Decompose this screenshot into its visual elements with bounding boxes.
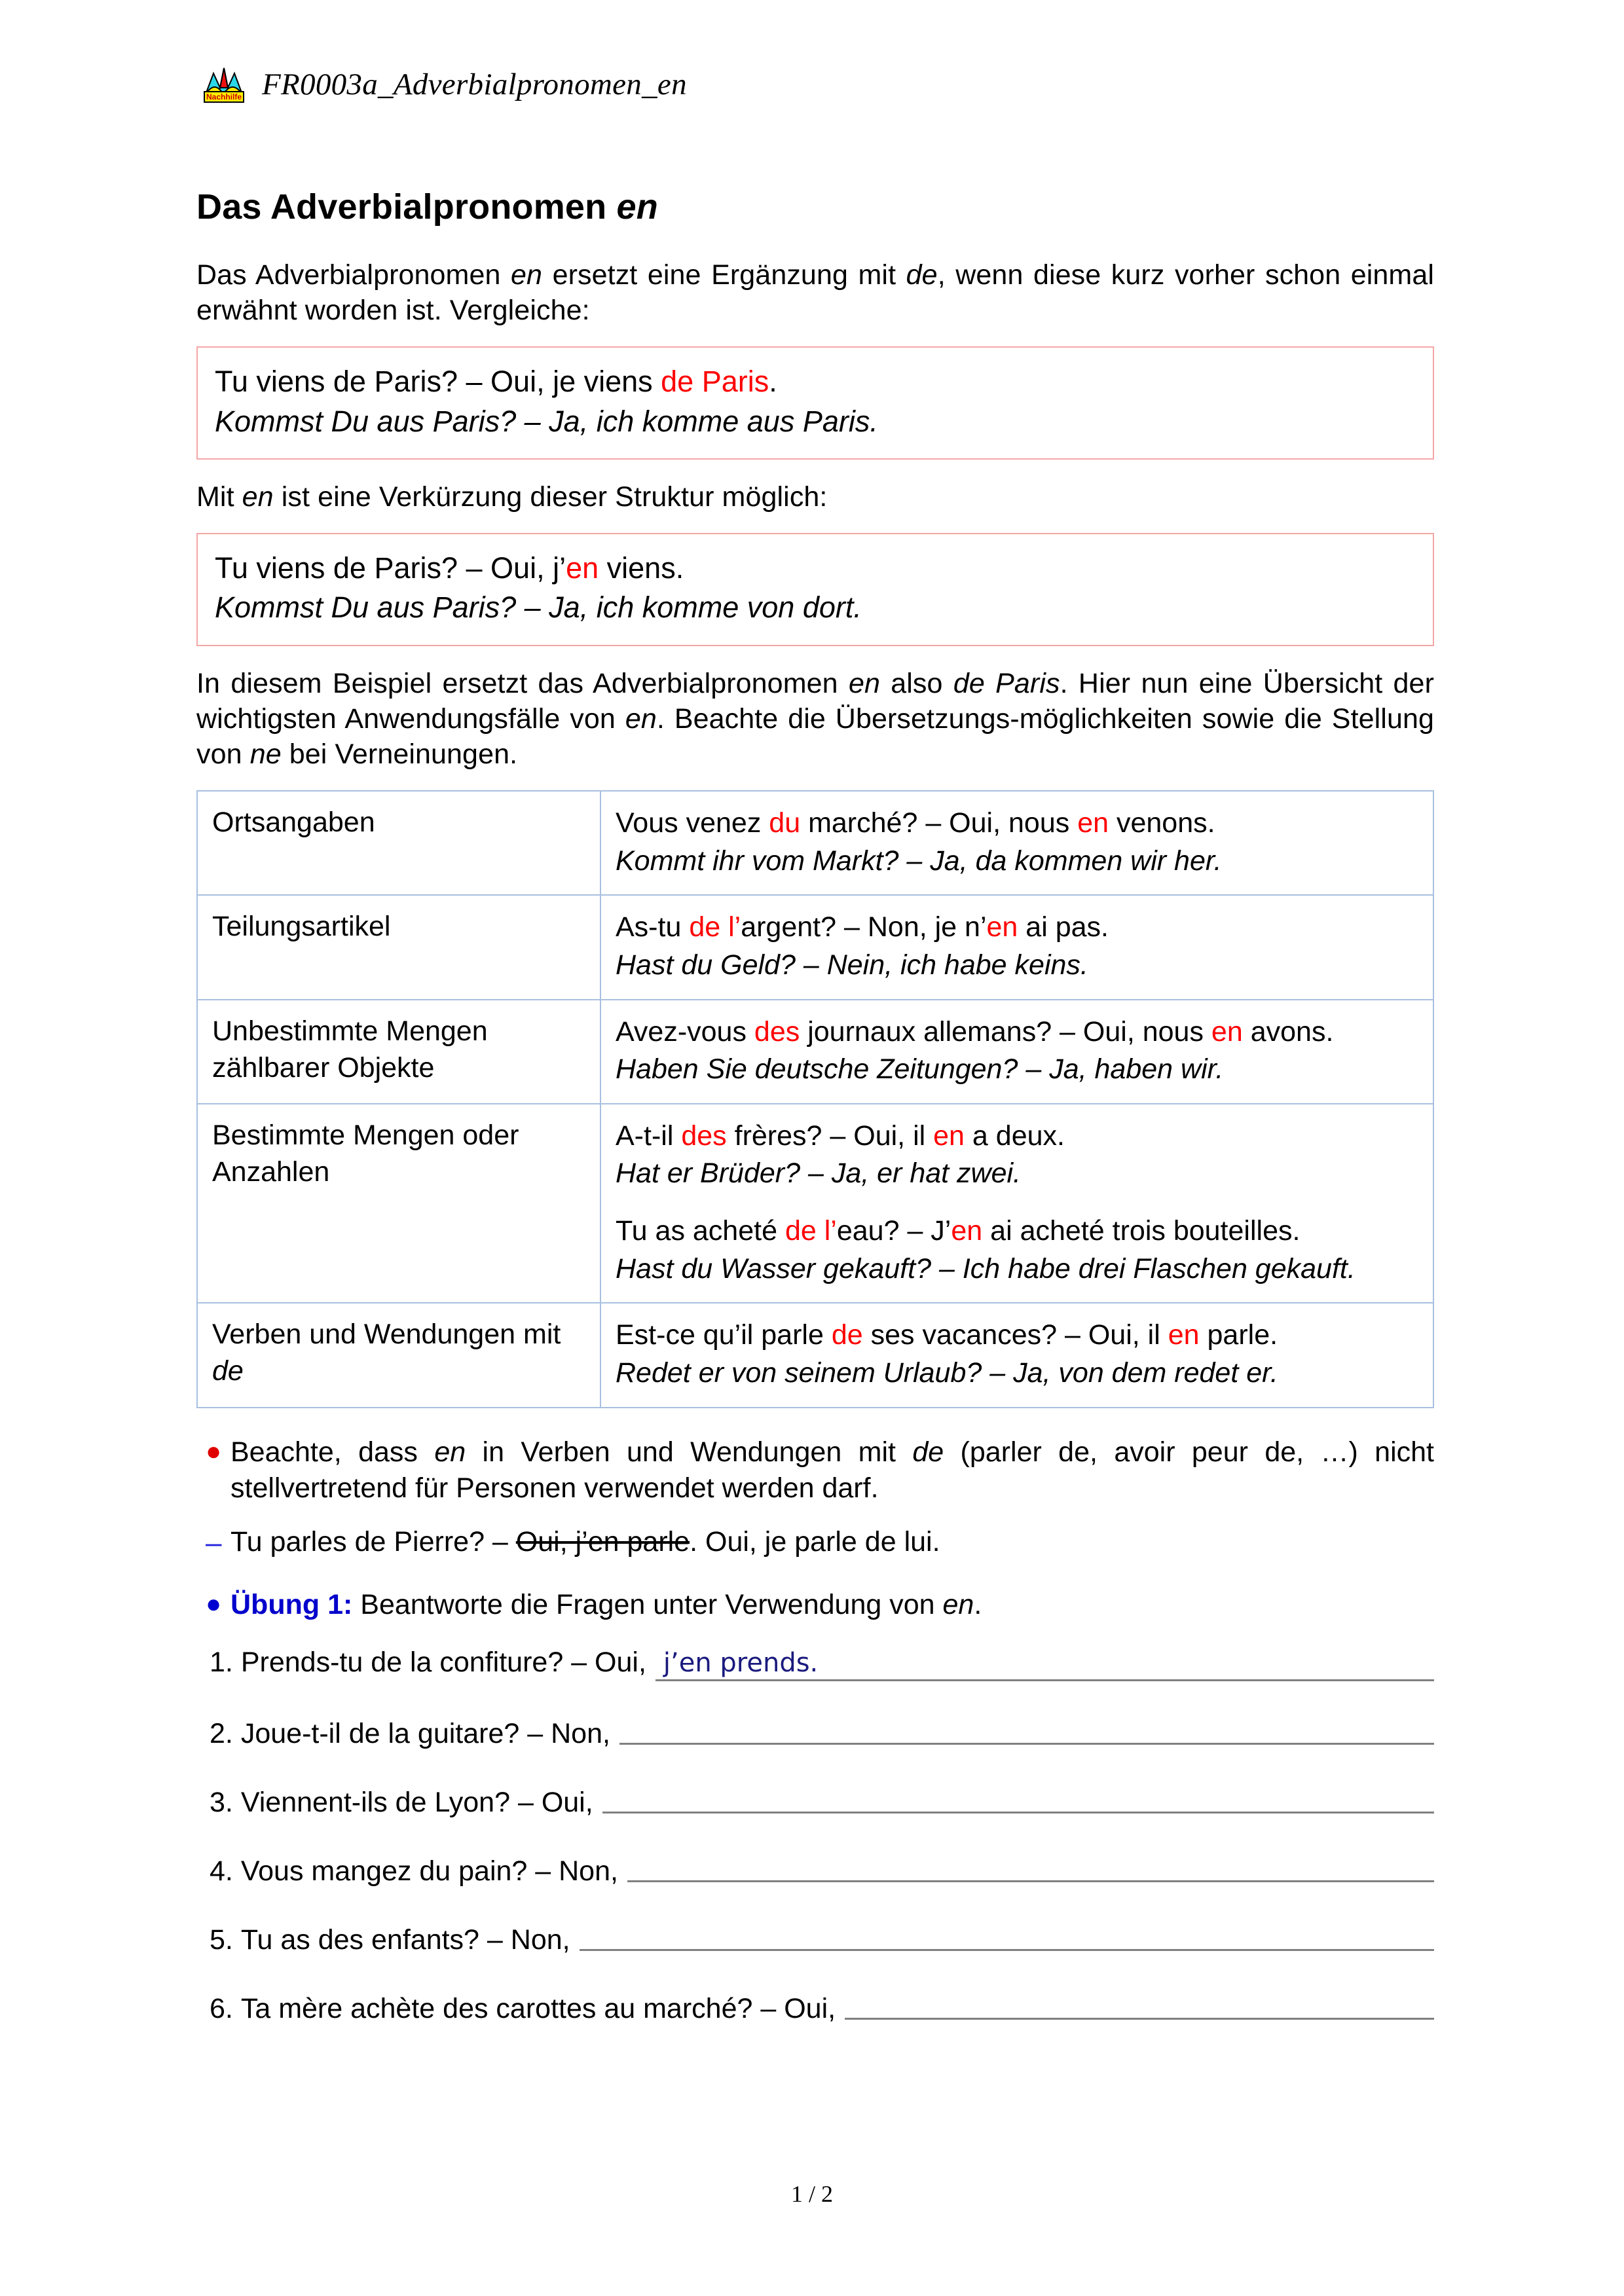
fr-pre: Vous venez	[616, 807, 769, 839]
page-title-italic: en	[616, 187, 658, 227]
example-french	[616, 1317, 1418, 1355]
exercise-answer-line[interactable]	[627, 1846, 1434, 1882]
example-german: Haben Sie deutsche Zeitungen? – Ja, haben wir.	[616, 1053, 1224, 1085]
fr-red1: des	[754, 1015, 800, 1048]
exercise-number: 3.	[210, 1787, 233, 1819]
overview-a: In diesem Beispiel ersetzt das Adverbialpronomen	[196, 667, 849, 699]
example-1-german: Kommst Du aus Paris? – Ja, ich komme aus Paris.	[215, 404, 878, 438]
fr-red2: en	[951, 1215, 983, 1247]
exercise-answer-line[interactable]	[580, 1915, 1434, 1951]
overview-ne: ne	[249, 738, 282, 771]
example-french	[616, 805, 1418, 843]
exercise-number: 4.	[210, 1855, 233, 1887]
exercise-item-6	[196, 1984, 1434, 2025]
exercise-question	[210, 1787, 602, 1819]
exercise-item-1	[196, 1645, 1434, 1681]
intro-de-italic: de	[906, 259, 938, 291]
fr-red1: de	[831, 1319, 863, 1351]
exercise-answer-text[interactable]	[580, 1948, 587, 1949]
table-cell-examples	[600, 1000, 1433, 1104]
exercise-answer-text[interactable]	[845, 2016, 853, 2018]
category-label: Bestimmte Mengen oder Anzahlen	[212, 1119, 519, 1188]
exercise-answer-line[interactable]	[619, 1709, 1434, 1745]
fr-red2: en	[1077, 807, 1109, 839]
example-box-1	[196, 346, 1434, 460]
table-cell-examples	[600, 895, 1433, 999]
fr-mid: frères? – Oui, il	[726, 1120, 934, 1152]
example-french	[616, 1013, 1418, 1051]
usage-table	[196, 790, 1434, 1408]
exercise-answer-text[interactable]: j’en prends.	[663, 1648, 819, 1679]
example-1-fr-highlight: de Paris	[661, 365, 769, 399]
table-cell-category	[197, 1104, 600, 1303]
exercise-question	[210, 1924, 580, 1956]
fr-red1: de l’	[689, 911, 741, 943]
exercise-question-text: Joue-t-il de la guitare? – Non,	[240, 1718, 610, 1750]
table-cell-examples	[600, 1303, 1433, 1407]
example-1-fr-a: Tu viens de Paris? – Oui, je viens	[215, 365, 661, 399]
exercise-item-3	[196, 1777, 1434, 1819]
example-2-german: Kommst Du aus Paris? – Ja, ich komme von dort.	[215, 591, 862, 625]
intro-part-a: Das Adverbialpronomen	[196, 259, 511, 291]
notes-section	[196, 1434, 1434, 1624]
example-french	[616, 909, 1418, 947]
exercise-period: .	[974, 1588, 982, 1620]
table-cell-category	[197, 1303, 600, 1407]
exercise-heading	[196, 1587, 1434, 1624]
fr-mid: marché? – Oui, nous	[800, 807, 1078, 839]
example-german: Kommt ihr vom Markt? – Ja, da kommen wir her.	[616, 845, 1222, 877]
example-german: Hast du Geld? – Nein, ich habe keins.	[616, 949, 1088, 981]
example-pair	[616, 909, 1418, 984]
example-french	[616, 1212, 1418, 1250]
table-cell-category	[197, 791, 600, 895]
fr-pre: Avez-vous	[616, 1015, 754, 1048]
note-1-c: (parler de, avoir peur de, …) nicht stellvertretend für Personen verwendet werden darf.	[231, 1436, 1434, 1504]
fr-red1: du	[769, 807, 801, 839]
fr-red2: en	[986, 911, 1018, 943]
exercise-item-5	[196, 1915, 1434, 1956]
document-body	[196, 187, 1434, 2052]
fr-pre: Tu as acheté	[616, 1215, 785, 1247]
note-2-strikethrough: Oui, j’en parle	[515, 1526, 690, 1558]
note-2-b: . Oui, je parle de lui.	[690, 1526, 940, 1558]
category-label: Ortsangaben	[212, 807, 375, 839]
fr-post: parle.	[1199, 1319, 1278, 1351]
note-1-en: en	[434, 1436, 466, 1468]
exercise-question	[210, 1718, 619, 1750]
exercise-number: 6.	[210, 1993, 233, 2025]
intro-part-c: , wenn diese kurz vorher schon einmal erwähnt worden ist. Vergleiche:	[196, 259, 1435, 327]
logo-label: Nachhilfe	[206, 92, 242, 101]
exercise-question-text: Tu as des enfants? – Non,	[240, 1924, 570, 1956]
example-german: Hat er Brüder? – Ja, er hat zwei.	[616, 1157, 1022, 1190]
exercise-number: 5.	[210, 1924, 233, 1956]
table-row	[197, 1000, 1433, 1104]
example-pair	[616, 805, 1418, 880]
exercise-answer-text[interactable]	[627, 1879, 635, 1880]
table-row	[197, 1104, 1433, 1303]
example-german: Redet er von seinem Urlaub? – Ja, von dem redet er.	[616, 1357, 1278, 1389]
example-german: Hast du Wasser gekauft? – Ich habe drei Flaschen gekauft.	[616, 1252, 1356, 1285]
overview-deparis: de Paris	[953, 667, 1060, 699]
example-pair	[616, 1118, 1418, 1193]
table-cell-examples	[600, 1104, 1433, 1303]
page-title	[196, 187, 1434, 227]
exercise-number: 2.	[210, 1718, 233, 1750]
fr-pre: As-tu	[616, 911, 690, 943]
note-1-text	[231, 1434, 1434, 1508]
exercise-answer-line[interactable]	[602, 1777, 1434, 1813]
fr-post: a deux.	[964, 1120, 1065, 1152]
example-pair	[616, 1212, 1418, 1288]
exercise-question-text: Ta mère achète des carottes au marché? – Oui,	[240, 1993, 836, 2025]
example-french	[616, 1118, 1418, 1156]
intro-part-b: ersetzt eine Ergänzung mit	[542, 259, 906, 291]
nachhilfe-logo-icon	[203, 65, 245, 103]
note-1-a: Beachte, dass	[231, 1436, 435, 1468]
category-label	[212, 1317, 585, 1390]
category-label-text: Verben und Wendungen mit	[212, 1319, 561, 1351]
exercise-answer-text[interactable]	[602, 1810, 610, 1812]
file-title: FR0003a_Adverbialpronomen_en	[262, 67, 687, 101]
mid-part-b: ist eine Verkürzung dieser Struktur möglich:	[273, 481, 828, 513]
fr-mid: ses vacances? – Oui, il	[862, 1319, 1168, 1351]
table-row	[197, 1303, 1433, 1407]
fr-pre: Est-ce qu’il parle	[616, 1319, 832, 1351]
exercise-item-2	[196, 1709, 1434, 1750]
example-pair	[616, 1013, 1418, 1089]
exercise-question-text: Prends-tu de la confiture? – Oui,	[240, 1647, 646, 1679]
exercise-answer-line[interactable]	[655, 1645, 1434, 1681]
exercise-heading-text	[231, 1587, 1434, 1624]
blue-bullet-icon: ●	[206, 1589, 222, 1618]
table-cell-category	[197, 895, 600, 999]
red-bullet-icon: ●	[206, 1436, 222, 1466]
exercise-en-italic: en	[942, 1588, 974, 1620]
fr-mid: argent? – Non, je n’	[741, 911, 987, 943]
fr-red2: en	[1168, 1319, 1200, 1351]
fr-red1: de l’	[784, 1215, 837, 1247]
overview-c: . Hier nun eine Übersicht der wichtigsten Anwendungsfälle von	[196, 667, 1434, 735]
blue-dash-icon: –	[206, 1527, 222, 1559]
fr-red2: en	[933, 1120, 965, 1152]
page-title-main: Das Adverbialpronomen	[196, 187, 617, 227]
example-2-fr-a: Tu viens de Paris? – Oui, j’	[215, 551, 566, 585]
example-1-fr-b: .	[769, 365, 777, 399]
exercise-question	[210, 1855, 627, 1887]
intro-en-italic: en	[511, 259, 543, 291]
example-2-fr-b: viens.	[599, 551, 684, 585]
fr-post: ai acheté trois bouteilles.	[982, 1215, 1301, 1247]
table-cell-examples	[600, 791, 1433, 895]
overview-paragraph	[196, 666, 1434, 773]
overview-en1: en	[848, 667, 880, 699]
exercise-answer-text[interactable]	[619, 1741, 627, 1743]
note-1-de: de	[912, 1436, 944, 1468]
category-label: Unbestimmte Mengen zählbarer Objekte	[212, 1015, 488, 1084]
example-2-fr-highlight: en	[566, 551, 599, 585]
category-label-italic: de	[212, 1355, 244, 1387]
table-cell-category	[197, 1000, 600, 1104]
intro-paragraph	[196, 257, 1434, 328]
mid-part-a: Mit	[196, 481, 242, 513]
fr-red2: en	[1211, 1015, 1243, 1048]
exercise-question-text: Viennent-ils de Lyon? – Oui,	[240, 1787, 593, 1819]
overview-en2: en	[625, 702, 657, 735]
table-row	[197, 791, 1433, 895]
page-footer: 1 / 2	[790, 2181, 833, 2207]
note-item-2	[196, 1524, 1434, 1561]
exercise-question	[210, 1647, 655, 1679]
category-label: Teilungsartikel	[212, 911, 391, 943]
exercise-answer-line[interactable]	[845, 1984, 1434, 2020]
mid-en-italic: en	[242, 481, 274, 513]
page-header	[203, 65, 687, 103]
exercise-instruction: Beantworte die Fragen unter Verwendung von	[352, 1588, 943, 1620]
overview-b: also	[879, 667, 953, 699]
note-1-b: in Verben und Wendungen mit	[466, 1436, 913, 1468]
note-item-1	[196, 1434, 1434, 1508]
fr-post: venons.	[1109, 807, 1215, 839]
fr-red1: des	[681, 1120, 727, 1152]
exercise-label: Übung 1:	[231, 1588, 353, 1620]
exercise-item-4	[196, 1846, 1434, 1887]
exercise-list	[196, 1645, 1434, 2025]
note-2-a: Tu parles de Pierre? –	[231, 1526, 516, 1558]
mid-paragraph	[196, 479, 1434, 515]
example-pair	[616, 1317, 1418, 1392]
fr-mid: eau? – J’	[836, 1215, 951, 1247]
example-2-french	[215, 549, 1416, 588]
example-box-2	[196, 533, 1434, 646]
overview-e: bei Verneinungen.	[281, 738, 518, 771]
note-2-text	[231, 1524, 1434, 1561]
fr-mid: journaux allemans? – Oui, nous	[800, 1015, 1211, 1048]
exercise-question	[210, 1993, 845, 2025]
overview-d: . Beachte die Übersetzungs-möglichkeiten sowie die Stellung von	[196, 702, 1434, 771]
exercise-question-text: Vous mangez du pain? – Non,	[240, 1855, 618, 1887]
fr-post: ai pas.	[1018, 911, 1109, 943]
table-row	[197, 895, 1433, 999]
example-1-french	[215, 362, 1416, 401]
fr-post: avons.	[1242, 1015, 1334, 1048]
exercise-number: 1.	[210, 1647, 233, 1679]
fr-pre: A-t-il	[616, 1120, 682, 1152]
